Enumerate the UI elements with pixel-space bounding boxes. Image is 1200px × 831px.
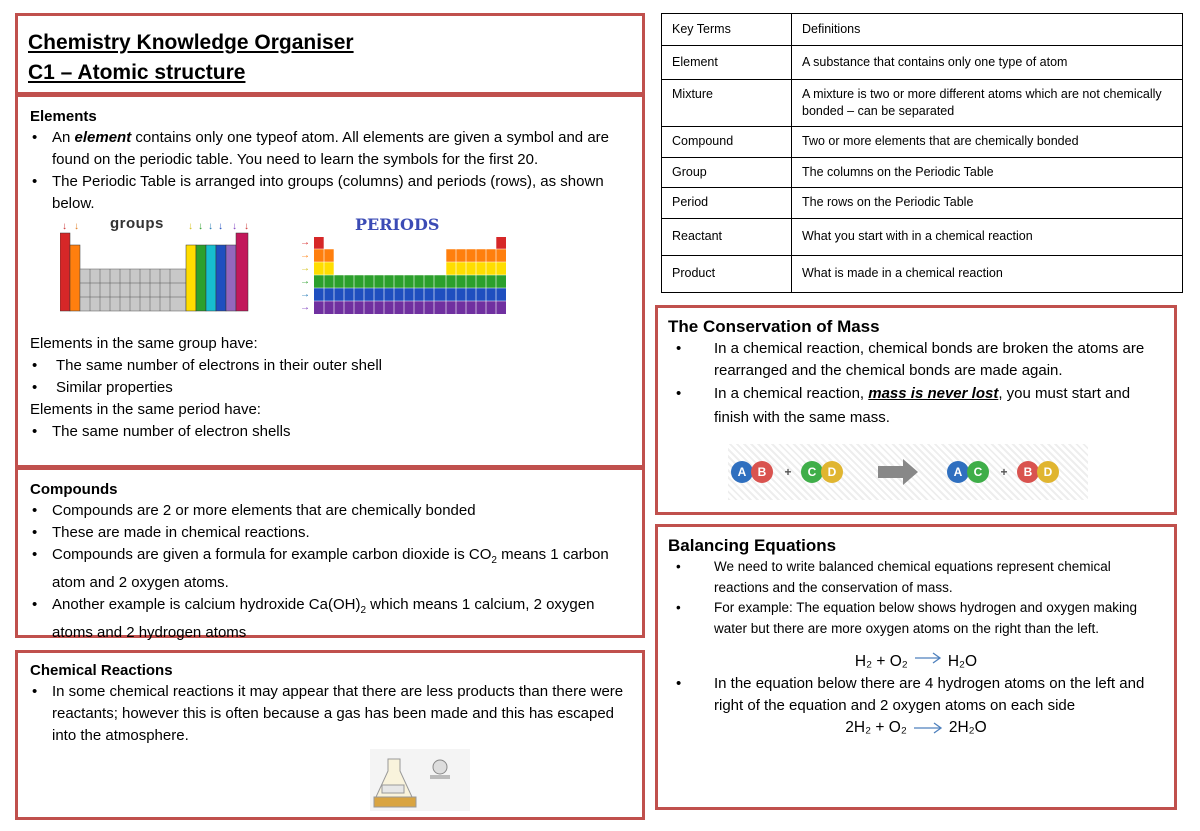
- table-row: [662, 157, 1183, 187]
- plus-sign: +: [784, 465, 792, 479]
- atom-d-label: D: [827, 465, 837, 479]
- period-heading: Elements in the same period have:: [30, 401, 261, 418]
- periods-label: PERIODS: [355, 215, 440, 234]
- doc-subtitle: C1 – Atomic structure: [28, 61, 246, 84]
- group-arrows: [62, 221, 249, 232]
- elements-section: [15, 94, 645, 468]
- compounds-item-co2: • Compounds are given a formula for example carbon dioxide is $CO_2$ means 1 carbon atom and 2 oxygen atoms.: [30, 544, 632, 594]
- group-item: • Similar properties: [30, 377, 632, 399]
- definition-cell: The columns on the Periodic Table: [792, 157, 1183, 187]
- equation-2-products: 2H₂O: [948, 719, 987, 736]
- term-cell: Group: [662, 157, 792, 187]
- flask-reaction-image: [370, 749, 470, 811]
- equation-1-products: H₂O: [947, 653, 978, 670]
- term-cell: Reactant: [662, 219, 792, 255]
- svg-text:↓: ↓: [188, 221, 193, 232]
- term-cell: Element: [662, 46, 792, 79]
- svg-text:↓: ↓: [74, 221, 79, 232]
- balancing-heading: Balancing Equations: [668, 536, 837, 555]
- definition-cell: What you start with in a chemical reaction: [792, 219, 1183, 255]
- table-header-definitions: Definitions: [792, 14, 1183, 46]
- definition-cell: The rows on the Periodic Table: [792, 187, 1183, 218]
- compounds-heading: Compounds: [30, 481, 118, 498]
- table-row: [662, 219, 1183, 255]
- table-header-terms: Key Terms: [662, 14, 792, 46]
- svg-text:↓: ↓: [218, 221, 223, 232]
- balancing-item: • For example: The equation below shows hydrogen and oxygen making water but there are more oxygen atoms on the right than the left.: [668, 598, 1164, 639]
- definition-cell: A substance that contains only one type of atom: [792, 46, 1183, 79]
- definition-cell: Two or more elements that are chemically bonded: [792, 127, 1183, 157]
- balancing-item: • We need to write balanced chemical equations represent chemical reactions and the conservation of mass.: [668, 557, 1164, 598]
- definition-cell: A mixture is two or more different atoms which are not chemically bonded – can be separated: [792, 79, 1183, 127]
- doc-title: Chemistry Knowledge Organiser: [28, 31, 354, 54]
- table-row: [662, 187, 1183, 218]
- conservation-item-1: • In a chemical reaction, chemical bonds are broken the atoms are rearranged and the chemical bonds are made again.: [668, 338, 1164, 382]
- conservation-heading: The Conservation of Mass: [668, 317, 880, 336]
- atom-c-label: C: [973, 465, 983, 479]
- svg-text:→: →: [300, 276, 310, 287]
- svg-text:↓: ↓: [62, 221, 67, 232]
- reactions-heading: Chemical Reactions: [30, 662, 173, 679]
- definition-cell: What is made in a chemical reaction: [792, 255, 1183, 292]
- reaction-molecules-image: [728, 444, 1088, 500]
- atom-b-label: B: [1023, 465, 1033, 479]
- elements-heading: Elements: [30, 108, 97, 125]
- periodic-table-illustration: [30, 215, 632, 333]
- balancing-section: [655, 524, 1177, 810]
- conservation-section: [655, 305, 1177, 515]
- term-cell: Mixture: [662, 79, 792, 127]
- term-cell: Compound: [662, 127, 792, 157]
- equation-2: [668, 717, 1164, 739]
- svg-text:→: →: [300, 302, 310, 313]
- reactions-section: [15, 650, 645, 820]
- atom-c-label: C: [807, 465, 817, 479]
- groups-table-image: [60, 219, 270, 319]
- table-header-row: [662, 14, 1183, 46]
- group-heading: Elements in the same group have:: [30, 335, 258, 352]
- plus-sign: +: [1000, 465, 1008, 479]
- atom-b-label: B: [757, 465, 767, 479]
- groups-label: groups: [110, 215, 164, 232]
- atom-a-label: A: [953, 465, 963, 479]
- reaction-arrow-icon: [878, 459, 918, 485]
- period-item: • The same number of electron shells: [30, 421, 632, 443]
- conservation-item-2: • In a chemical reaction, mass is never lost, you must start and finish with the same mass.: [668, 382, 1164, 430]
- equation-2-reactants: 2H₂ + O₂: [845, 719, 907, 736]
- equation-arrow-icon: [913, 720, 943, 736]
- term-cell: Period: [662, 187, 792, 218]
- compounds-item: • Compounds are 2 or more elements that are chemically bonded: [30, 500, 632, 522]
- table-row: [662, 127, 1183, 157]
- equation-1-reactants: H₂ + O₂: [854, 653, 908, 670]
- compounds-item-caoh: • Another example is calcium hydroxide $Ca(OH)_2$ which means 1 calcium, 2 oxygen atoms and 2 hydrogen atoms: [30, 594, 632, 644]
- elements-bullet-1: • An element contains only one typeof atom. All elements are given a symbol and are found on the periodic table. You need to learn the symbols for the first 20.: [30, 127, 632, 171]
- atom-a-label: A: [737, 465, 747, 479]
- equation-arrow-icon: [914, 650, 942, 666]
- table-row: [662, 46, 1183, 79]
- title-box: [15, 13, 645, 95]
- table-row: [662, 255, 1183, 292]
- compounds-item: • These are made in chemical reactions.: [30, 522, 632, 544]
- svg-text:↓: ↓: [244, 221, 249, 232]
- term-cell: Product: [662, 255, 792, 292]
- periods-table-image: [300, 235, 520, 321]
- key-terms-table: [661, 13, 1183, 293]
- balancing-item-3: • In the equation below there are 4 hydrogen atoms on the left and right of the equation and 2 oxygen atoms on each side: [668, 673, 1164, 717]
- svg-text:↓: ↓: [208, 221, 213, 232]
- elements-bullet-2: • The Periodic Table is arranged into groups (columns) and periods (rows), as shown below.: [30, 171, 632, 215]
- equation-1: [668, 651, 1164, 673]
- group-item: • The same number of electrons in their outer shell: [30, 355, 632, 377]
- svg-text:↓: ↓: [198, 221, 203, 232]
- svg-text:→: →: [300, 250, 310, 261]
- svg-text:→: →: [300, 289, 310, 300]
- atom-d-label: D: [1043, 465, 1053, 479]
- compounds-section: [15, 467, 645, 641]
- svg-text:↓: ↓: [232, 221, 237, 232]
- reactions-item: • In some chemical reactions it may appear that there are less products than there were reactants; however this is often because a gas has been made and this has escaped into the atmosphere.: [30, 681, 632, 747]
- svg-text:→: →: [300, 237, 310, 248]
- table-row: [662, 79, 1183, 127]
- svg-text:→: →: [300, 263, 310, 274]
